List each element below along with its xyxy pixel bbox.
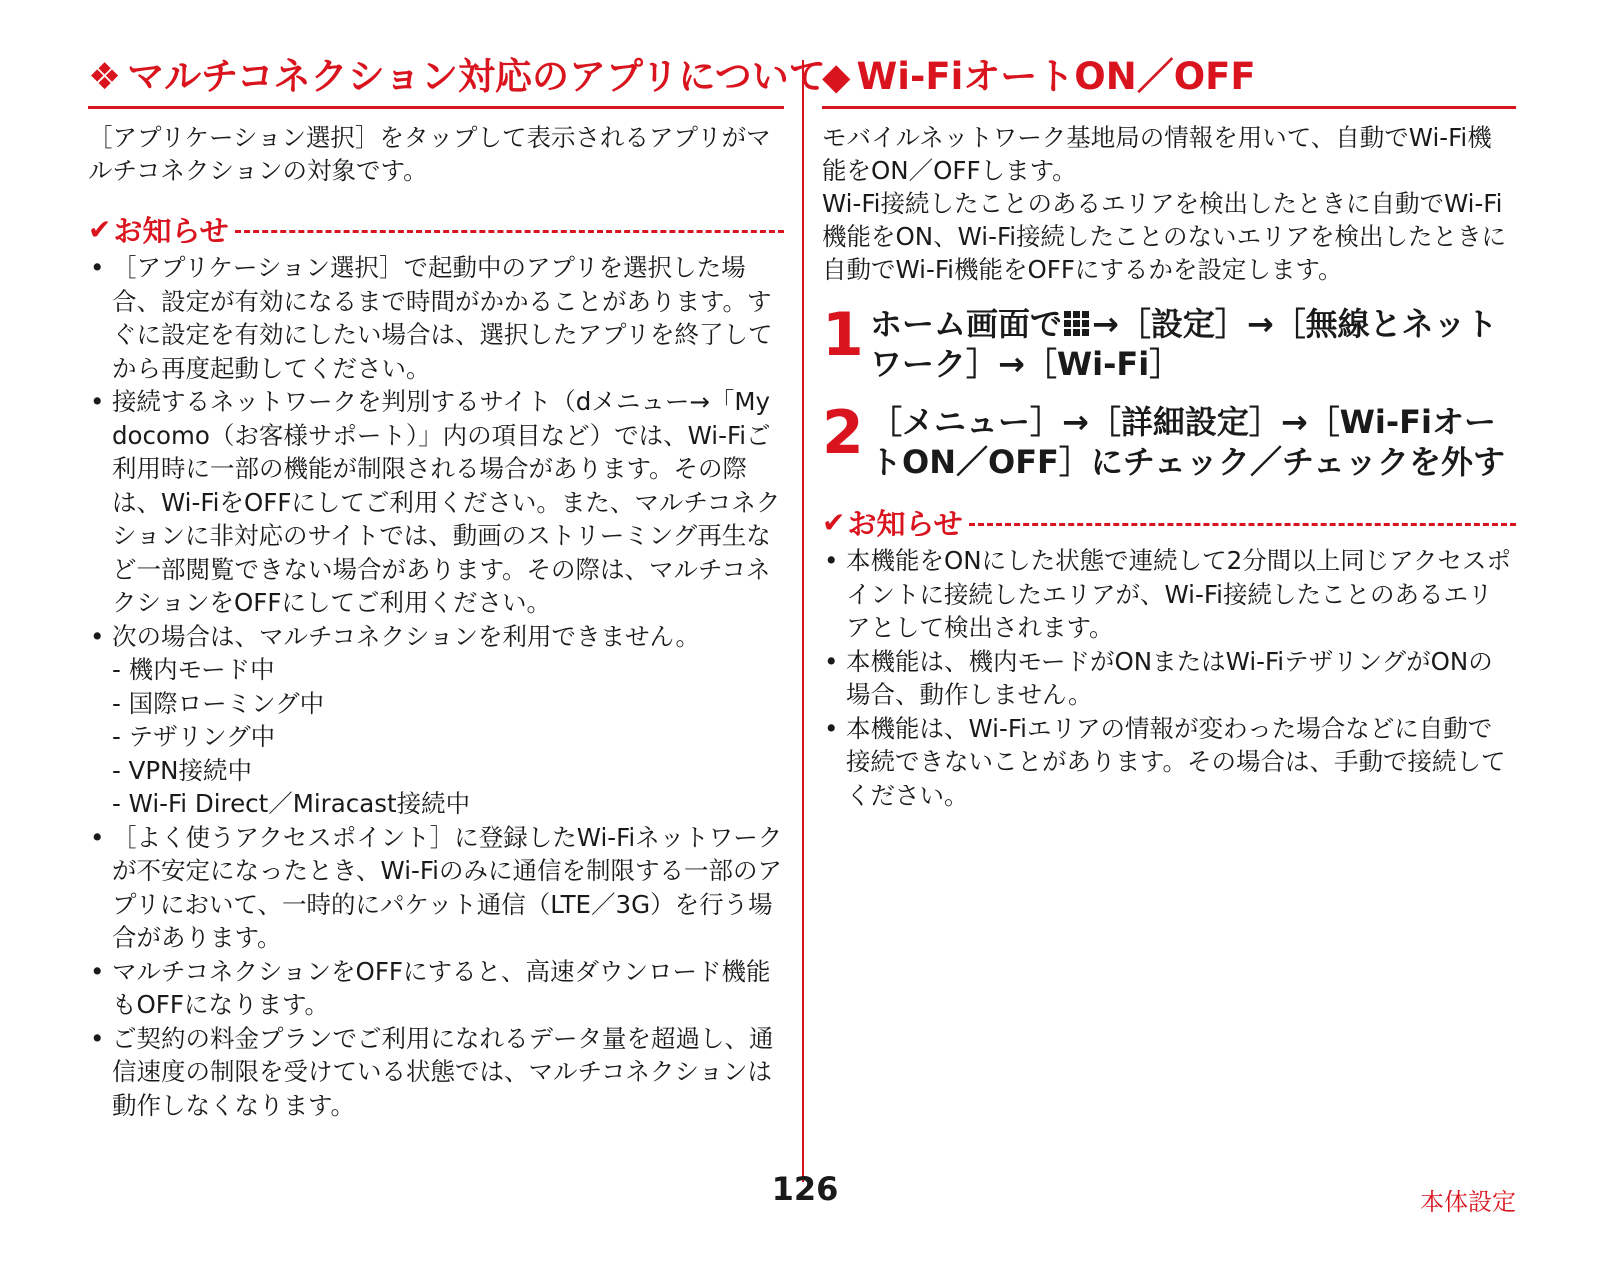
notice-header <box>88 209 784 249</box>
sub-list-item: - VPN接続中 <box>112 754 784 788</box>
column-divider <box>802 60 804 1182</box>
check-icon: ✔ <box>88 212 112 246</box>
description-paragraph: Wi-Fi接続したことのあるエリアを検出したときに自動でWi-Fi機能をON、Wi-Fi接続したことのないエリアを検出したときに自動でWi-Fi機能をOFFにするかを設定します。 <box>822 189 1507 284</box>
list-item-text: 次の場合は、マルチコネクションを利用できません。 <box>112 621 700 651</box>
step-number: 2 <box>822 398 864 468</box>
step-text: ［メニュー］→［詳細設定］→［Wi-FiオートON／OFF］にチェック／チェックを外す <box>870 403 1505 481</box>
sub-list-item: - 機内モード中 <box>112 653 784 687</box>
right-column <box>822 52 1516 812</box>
list-item: • 接続するネットワークを判別するサイト（dメニュー→「My docomo（お客様サポート）」内の項目など）では、Wi-Fiご利用時に一部の機能が制限される場合があります。その際は、Wi-FiをOFFにしてご利用ください。また、マルチコネクションに非対応のサイトでは、動画のストリーミング再生など一部閲覧できない場合があります。その際は、マルチコネクションをOFFにしてご利用ください。 <box>88 385 784 620</box>
notice-label: お知らせ <box>113 213 229 248</box>
step-2 <box>822 400 1516 482</box>
step-text: ホーム画面で →［設定］→［無線とネットワーク］→［Wi-Fi］ <box>870 305 1498 383</box>
step-number: 1 <box>822 300 864 370</box>
notice-label: お知らせ <box>847 506 963 541</box>
list-item: • ［アプリケーション選択］で起動中のアプリを選択した場合、設定が有効になるまで時間がかかることがあります。すぐに設定を有効にしたい場合は、選択したアプリを終了してから再度起動してください。 <box>88 251 784 385</box>
list-item: • マルチコネクションをOFFにすると、高速ダウンロード機能もOFFになります。 <box>88 955 784 1022</box>
step-1 <box>822 302 1516 384</box>
list-item: • 本機能は、Wi-Fiエリアの情報が変わった場合などに自動で接続できないことがあります。その場合は、手動で接続してください。 <box>822 712 1516 813</box>
page-number: 126 <box>771 1170 839 1208</box>
list-item <box>88 620 784 821</box>
list-item: • ご契約の料金プランでご利用になれるデータ量を超過し、通信速度の制限を受けている状態では、マルチコネクションは動作しなくなります。 <box>88 1022 784 1123</box>
dashed-divider <box>969 523 1516 526</box>
left-column <box>88 52 826 1122</box>
app-grid-icon <box>1063 310 1091 338</box>
sub-list <box>112 653 784 821</box>
section-title-multiconnection <box>88 52 826 109</box>
intro-paragraph: ［アプリケーション選択］をタップして表示されるアプリがマルチコネクションの対象です。 <box>88 123 771 185</box>
check-icon: ✔ <box>822 505 846 539</box>
notice-header <box>822 502 1516 542</box>
list-item: • ［よく使うアクセスポイント］に登録したWi-Fiネットワークが不安定になったとき、Wi-Fiのみに通信を制限する一部のアプリにおいて、一時的にパケット通信（LTE／3G）を行う場合があります。 <box>88 821 784 955</box>
dashed-divider <box>235 230 784 233</box>
list-item: • 本機能をONにした状態で連続して2分間以上同じアクセスポイントに接続したエリアが、Wi-Fi接続したことのあるエリアとして検出されます。 <box>822 544 1516 645</box>
description-paragraph: モバイルネットワーク基地局の情報を用いて、自動でWi-Fi機能をON／OFFします。 <box>822 123 1492 185</box>
section-title-text: マルチコネクション対応のアプリについて <box>127 55 826 98</box>
list-item: • 本機能は、機内モードがONまたはWi-FiテザリングがONの場合、動作しません。 <box>822 645 1516 712</box>
diamond-icon: ◆ <box>822 55 851 98</box>
sub-list-item: - Wi-Fi Direct／Miracast接続中 <box>112 787 784 821</box>
notice-list <box>822 544 1516 812</box>
chapter-label: 本体設定 <box>1420 1188 1516 1216</box>
section-title-wifi-auto <box>822 52 1516 109</box>
sub-list-item: - テザリング中 <box>112 720 784 754</box>
notice-list <box>88 251 784 1122</box>
sub-list-item: - 国際ローミング中 <box>112 687 784 721</box>
section-title-text: Wi-FiオートON／OFF <box>856 55 1256 98</box>
diamond-ornament-icon: ❖ <box>88 55 122 98</box>
